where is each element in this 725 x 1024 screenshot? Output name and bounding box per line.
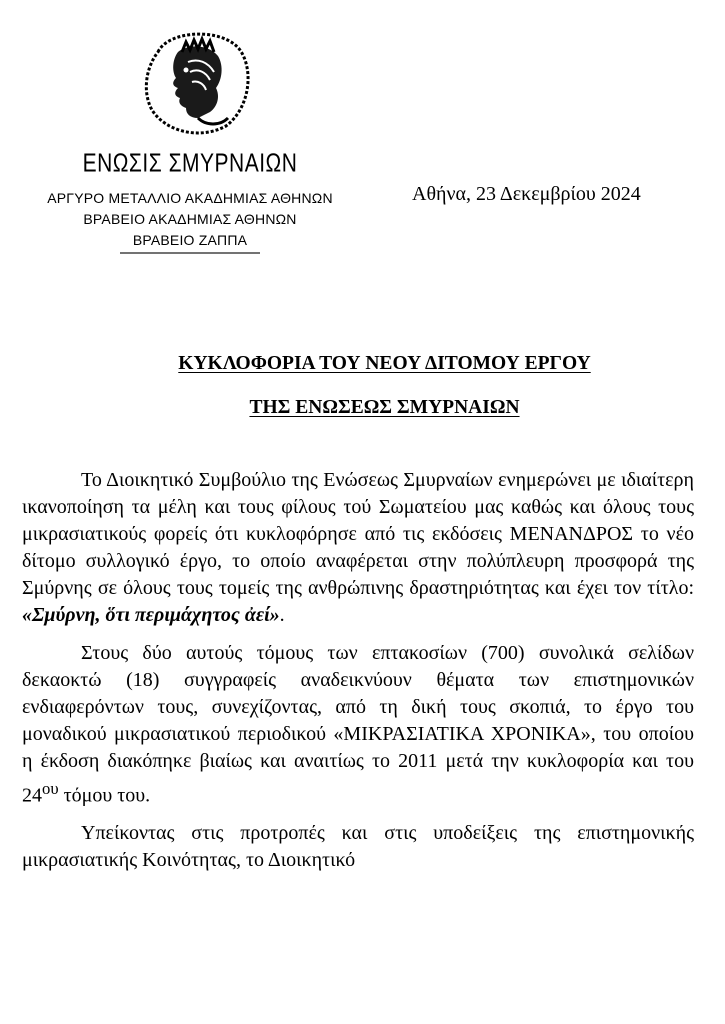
document-title-line-2: ΤΗΣ ΕΝΩΣΕΩΣ ΣΜΥΡΝΑΙΩΝ [249,397,520,418]
letterhead-divider [120,252,260,254]
paragraph-1-text: Το Διοικητικό Συμβούλιο της Ενώσεως Σμυρναίων ενημερώνει με ιδιαίτερη ικανοποίηση τα μέλη και τους φίλους τού Σωματείου μας καθώς και όλους τους μικρασιατικούς φορείς ότι κυκλοφόρησε από τις εκδόσεις ΜΕΝΑΝΔΡΟΣ το νέο δίτομο συλλογικό έργο, το οποίο αναφέρεται στην πολύπλευρη προσφορά της Σμύρνης σε όλους τους τομείς της ανθρώπινης δραστηριότητας και έχει τον τίτλο: [22,469,694,600]
paragraph-2-text: Στους δύο αυτούς τόμους των επτακοσίων (700) συνολικά σελίδων δεκαοκτώ (18) συγγραφείς αναδεικνύουν θέματα των επιστημονικών ενδιαφερόντων τους, συνεχίζοντας, από τη δική τους σκοπιά, το έργο του μοναδικού μικρασιατικού περιοδικού «ΜΙΚΡΑΣΙΑΤΙΚΑ ΧΡΟΝΙΚΑ», του οποίου η έκδοση διακόπηκε βιαίως και αναιτίως το 2011 μετά την κυκλοφορία και του 24 [22,641,694,807]
letter-date: Αθήνα, 23 Δεκεμβρίου 2024 [412,183,641,205]
letter-body [22,467,694,884]
award-line-2: ΒΡΑΒΕΙΟ ΑΚΑΔΗΜΙΑΣ ΑΘΗΝΩΝ [83,211,297,227]
paragraph-1-end: . [279,604,285,627]
organization-name: ΕΝΩΣΙΣ ΣΜΥΡΝΑΙΩΝ [82,149,298,178]
award-line-1: ΑΡΓΥΡΟ ΜΕΤΑΛΛΙΟ ΑΚΑΔΗΜΙΑΣ ΑΘΗΝΩΝ [47,190,333,206]
paragraph-1 [22,467,694,630]
paragraph-3-text: Υπείκοντας στις προτροπές και στις υποδείξεις της επιστημονικής μικρασιατικής Κοινότητας, το Διοικητικό [22,821,694,871]
book-title: «Σμύρνη, ὅτι περιμάχητος ἀεί» [22,604,280,627]
award-line-3: ΒΡΑΒΕΙΟ ΖΑΠΠΑ [132,232,248,248]
paragraph-2-end: τόμου του. [58,784,151,807]
paragraph-3 [22,820,694,874]
ancient-coin-head-icon [128,22,258,140]
ordinal-suffix: ου [42,779,59,799]
document-title-line-1: ΚΥΚΛΟΦΟΡΙΑ ΤΟΥ ΝΕΟΥ ΔΙΤΟΜΟΥ ΕΡΓΟΥ [178,353,591,374]
paragraph-2 [22,640,694,810]
